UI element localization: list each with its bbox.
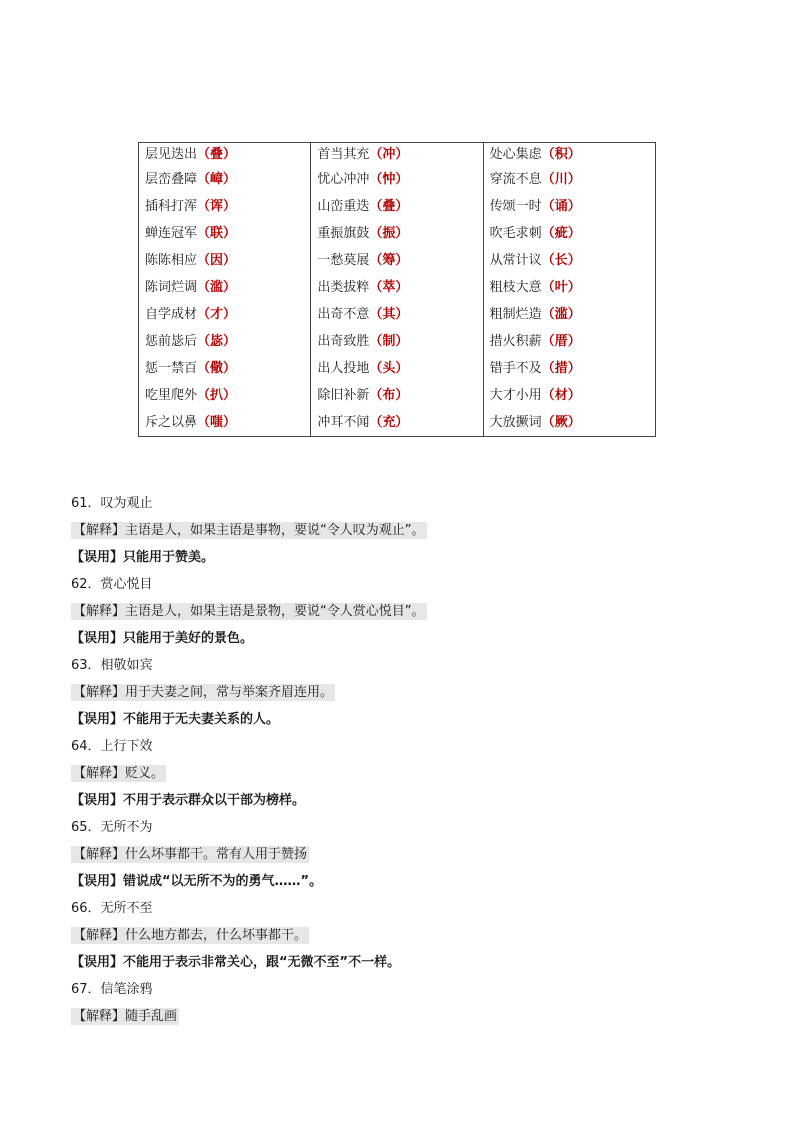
explanation-text: 主语是人，如果主语是景物，要说“令人赏心悦目”。	[125, 604, 425, 619]
entry-title: 66．无所不至	[71, 901, 153, 916]
idiom-wrong-form: 除旧补新	[317, 388, 370, 403]
idiom-wrong-form: 陈陈相应	[145, 253, 198, 268]
idiom-wrong-form: 吹毛求刺	[489, 226, 542, 241]
misuse-text: 不能用于无夫妻关系的人。	[123, 712, 280, 727]
idiom-wrong-form: 一愁莫展	[317, 253, 370, 268]
entry-explanation	[71, 760, 731, 787]
explanation-label: 【解释】	[73, 1009, 126, 1024]
table-row	[139, 355, 656, 382]
entry-misuse	[71, 706, 731, 733]
idiom-wrong-form: 层见迭出	[145, 147, 198, 162]
idiom-cell: 重振旗鼓（振）	[311, 220, 483, 247]
explanation-text: 主语是人，如果主语是事物，要说“令人叹为观止”。	[125, 523, 425, 538]
idiom-cell: 自学成材（才）	[139, 301, 311, 328]
idiom-entries	[71, 490, 731, 1030]
misuse-text: 不能用于表示非常关心，跟“无微不至”不一样。	[123, 955, 401, 970]
idiom-correct-char: 滥	[554, 307, 568, 322]
idiom-cell: 斥之以鼻（嗤）	[139, 409, 311, 437]
entry-title: 67．信笔涂鸦	[71, 982, 153, 997]
idiom-correct-char: 叠	[382, 199, 396, 214]
explanation-label: 【解释】	[73, 523, 126, 538]
misuse-text: 只能用于美好的景色。	[123, 631, 254, 646]
idiom-cell: 穿流不息（川）	[483, 166, 655, 193]
idiom-correct-char: 诵	[554, 199, 568, 214]
idiom-wrong-form: 大才小用	[489, 388, 542, 403]
idiom-wrong-form: 出奇致胜	[317, 334, 370, 349]
entry-title: 65．无所不为	[71, 820, 153, 835]
misuse-text: 错说成“以无所不为的勇气……”。	[123, 874, 323, 889]
idiom-cell: 出人投地（头）	[311, 355, 483, 382]
misuse-label: 【误用】	[71, 955, 124, 970]
explanation-text: 什么地方都去，什么坏事都干。	[125, 928, 308, 943]
idiom-correct-char: 忡	[382, 172, 396, 187]
idiom-correct-char: 材	[554, 388, 568, 403]
idiom-cell: 一愁莫展（筹）	[311, 247, 483, 274]
idiom-wrong-form: 传颂一时	[489, 199, 542, 214]
idiom-correct-char: 才	[210, 307, 224, 322]
explanation-label: 【解释】	[73, 604, 126, 619]
idiom-correct-char: 诨	[210, 199, 224, 214]
idiom-wrong-form: 从常计议	[489, 253, 542, 268]
idiom-wrong-form: 错手不及	[489, 361, 542, 376]
table-row	[139, 409, 656, 437]
idiom-cell: 山峦重迭（叠）	[311, 193, 483, 220]
idiom-cell: 陈陈相应（因）	[139, 247, 311, 274]
misuse-text: 只能用于赞美。	[123, 550, 215, 565]
idiom-wrong-form: 穿流不息	[489, 172, 542, 187]
idiom-correct-char: 布	[382, 388, 396, 403]
idiom-wrong-form: 插科打浑	[145, 199, 198, 214]
idiom-correct-char: 厝	[554, 334, 568, 349]
entry-misuse	[71, 868, 731, 895]
idiom-correct-char: 叠	[210, 147, 224, 162]
idiom-correct-char: 毖	[210, 334, 224, 349]
idiom-wrong-form: 忧心冲冲	[317, 172, 370, 187]
idiom-cell: 错手不及（措）	[483, 355, 655, 382]
idiom-wrong-form: 蝉连冠军	[145, 226, 198, 241]
idiom-cell: 忧心冲冲（忡）	[311, 166, 483, 193]
idiom-correct-char: 头	[382, 361, 396, 376]
idiom-cell: 层见迭出（叠）	[139, 143, 311, 167]
explanation-text: 用于夫妻之间，常与举案齐眉连用。	[125, 685, 334, 700]
idiom-cell: 粗枝大意（叶）	[483, 274, 655, 301]
idiom-correct-char: 疵	[554, 226, 568, 241]
idiom-cell: 从常计议（长）	[483, 247, 655, 274]
idiom-cell: 吹毛求刺（疵）	[483, 220, 655, 247]
idiom-wrong-form: 重振旗鼓	[317, 226, 370, 241]
idiom-cell: 陈词烂调（滥）	[139, 274, 311, 301]
idiom-wrong-form: 出人投地	[317, 361, 370, 376]
idiom-cell: 吃里爬外（扒）	[139, 382, 311, 409]
idiom-wrong-form: 措火积薪	[489, 334, 542, 349]
idiom-wrong-form: 惩一禁百	[145, 361, 198, 376]
explanation-text: 什么坏事都干。常有人用于赞扬	[125, 847, 308, 862]
idiom-cell: 冲耳不闻（充）	[311, 409, 483, 437]
misuse-label: 【误用】	[71, 631, 124, 646]
table-row	[139, 247, 656, 274]
table-row	[139, 220, 656, 247]
idiom-cell: 措火积薪（厝）	[483, 328, 655, 355]
idiom-wrong-form: 斥之以鼻	[145, 415, 198, 430]
misuse-label: 【误用】	[71, 550, 124, 565]
misuse-text: 不用于表示群众以干部为榜样。	[123, 793, 306, 808]
idiom-cell: 惩前毖后（毖）	[139, 328, 311, 355]
idiom-correct-char: 嶂	[210, 172, 224, 187]
entry-explanation	[71, 598, 731, 625]
idiom-cell: 插科打浑（诨）	[139, 193, 311, 220]
entry-title: 64．上行下效	[71, 739, 153, 754]
explanation-text: 随手乱画	[125, 1009, 178, 1024]
idiom-correct-char: 制	[382, 334, 396, 349]
entry-misuse	[71, 949, 731, 976]
idiom-cell: 出奇致胜（制）	[311, 328, 483, 355]
table-row	[139, 382, 656, 409]
misuse-label: 【误用】	[71, 874, 124, 889]
idiom-correct-char: 措	[554, 361, 568, 376]
entry-title: 63．相敬如宾	[71, 658, 153, 673]
table-row	[139, 274, 656, 301]
misuse-label: 【误用】	[71, 793, 124, 808]
idiom-correct-char: 其	[382, 307, 396, 322]
idiom-cell: 蝉连冠军（联）	[139, 220, 311, 247]
idiom-wrong-form: 粗制烂造	[489, 307, 542, 322]
idiom-wrong-form: 层峦叠障	[145, 172, 198, 187]
explanation-label: 【解释】	[73, 928, 126, 943]
table-row	[139, 193, 656, 220]
idiom-cell: 出奇不意（其）	[311, 301, 483, 328]
idiom-wrong-form: 吃里爬外	[145, 388, 198, 403]
idiom-correct-char: 儆	[210, 361, 224, 376]
idiom-correct-char: 长	[554, 253, 568, 268]
misuse-label: 【误用】	[71, 712, 124, 727]
idiom-cell: 出类拔粹（萃）	[311, 274, 483, 301]
entry-explanation	[71, 679, 731, 706]
idiom-cell: 除旧补新（布）	[311, 382, 483, 409]
entry-misuse	[71, 787, 731, 814]
idiom-wrong-form: 首当其充	[317, 147, 370, 162]
idiom-correct-char: 叶	[554, 280, 568, 295]
entry-misuse	[71, 544, 731, 571]
idiom-correct-char: 筹	[382, 253, 396, 268]
entry-misuse	[71, 625, 731, 652]
idiom-correct-char: 嗤	[210, 415, 224, 430]
idiom-wrong-form: 惩前毖后	[145, 334, 198, 349]
entry-title: 61．叹为观止	[71, 496, 153, 511]
entry-explanation	[71, 922, 731, 949]
entry-title: 62．赏心悦目	[71, 577, 153, 592]
idiom-wrong-form: 粗枝大意	[489, 280, 542, 295]
idiom-cell: 大才小用（材）	[483, 382, 655, 409]
idiom-correct-char: 充	[382, 415, 396, 430]
idiom-wrong-form: 出奇不意	[317, 307, 370, 322]
idiom-wrong-form: 大放撅词	[489, 415, 542, 430]
idiom-correct-char: 冲	[382, 147, 396, 162]
idiom-wrong-form: 出类拔粹	[317, 280, 370, 295]
idiom-correct-char: 扒	[210, 388, 224, 403]
idiom-wrong-form: 陈词烂调	[145, 280, 198, 295]
explanation-label: 【解释】	[73, 766, 126, 781]
idiom-wrong-form: 自学成材	[145, 307, 198, 322]
idiom-correct-char: 萃	[382, 280, 396, 295]
table-row	[139, 328, 656, 355]
idiom-cell: 传颂一时（诵）	[483, 193, 655, 220]
idiom-cell: 粗制烂造（滥）	[483, 301, 655, 328]
explanation-label: 【解释】	[73, 847, 126, 862]
explanation-text: 贬义。	[125, 766, 165, 781]
idiom-correct-char: 振	[382, 226, 396, 241]
idiom-wrong-form: 山峦重迭	[317, 199, 370, 214]
idiom-correct-char: 滥	[210, 280, 224, 295]
idiom-cell: 首当其充（冲）	[311, 143, 483, 167]
idiom-correct-char: 川	[554, 172, 568, 187]
entry-explanation	[71, 1003, 731, 1030]
table-row	[139, 143, 656, 167]
idiom-cell: 大放撅词（厥）	[483, 409, 655, 437]
entry-explanation	[71, 841, 731, 868]
idiom-correct-char: 因	[210, 253, 224, 268]
table-row	[139, 301, 656, 328]
idiom-correction-table	[138, 142, 656, 437]
idiom-correct-char: 积	[554, 147, 568, 162]
idiom-cell: 处心集虑（积）	[483, 143, 655, 167]
idiom-correct-char: 厥	[554, 415, 568, 430]
idiom-correct-char: 联	[210, 226, 224, 241]
entry-explanation	[71, 517, 731, 544]
explanation-label: 【解释】	[73, 685, 126, 700]
table-row	[139, 166, 656, 193]
idiom-cell: 惩一禁百（儆）	[139, 355, 311, 382]
idiom-wrong-form: 冲耳不闻	[317, 415, 370, 430]
idiom-wrong-form: 处心集虑	[489, 147, 542, 162]
idiom-cell: 层峦叠障（嶂）	[139, 166, 311, 193]
